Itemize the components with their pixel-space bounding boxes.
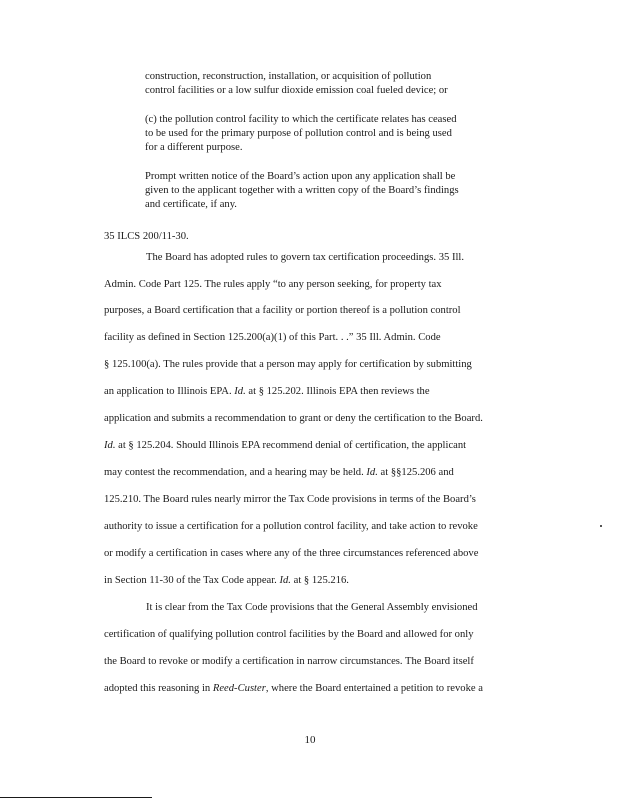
body-line: 125.210. The Board rules nearly mirror the Tax Code provisions in terms of the Board’s	[104, 494, 476, 505]
quote-line: to be used for the primary purpose of pollution control and is being used	[145, 128, 452, 140]
body-line	[104, 575, 349, 586]
text: at § 125.216.	[290, 575, 349, 586]
quote-line: construction, reconstruction, installation, or acquisition of pollution	[145, 71, 432, 82]
body-line: It is clear from the Tax Code provisions that the General Assembly envisioned	[146, 602, 478, 613]
quote-line: (c) the pollution control facility to which the certificate relates has ceased	[145, 114, 457, 125]
body-line	[104, 683, 483, 694]
body-line: authority to issue a certification for a pollution control facility, and take action to revoke	[104, 521, 478, 532]
quote-line: control facilities or a low sulfur dioxide emission coal fueled device; or	[145, 85, 448, 97]
id-citation: Id.	[234, 386, 246, 397]
text: , where the Board entertained a petition to revoke a	[265, 683, 483, 694]
body-line: or modify a certification in cases where any of the three circumstances referenced above	[104, 548, 479, 559]
body-line: facility as defined in Section 125.200(a)(1) of this Part. . .” 35 Ill. Admin. Code	[104, 332, 441, 343]
quote-line: Prompt written notice of the Board’s action upon any application shall be	[145, 171, 456, 182]
body-line	[104, 467, 454, 478]
body-line: application and submits a recommendation to grant or deny the certification to the Board.	[104, 413, 483, 424]
text: at §§125.206 and	[377, 467, 454, 478]
text: in Section 11-30 of the Tax Code appear.	[104, 575, 280, 586]
body-line: Admin. Code Part 125. The rules apply “to any person seeking, for property tax	[104, 279, 442, 290]
id-citation: Id.	[104, 440, 116, 451]
text: at § 125.202. Illinois EPA then reviews the	[245, 386, 430, 397]
case-name: Reed-Custer	[212, 683, 266, 694]
block-quote-paragraph-3	[145, 170, 500, 213]
block-quote-paragraph-1	[145, 70, 500, 98]
text: adopted this reasoning in	[104, 683, 213, 694]
id-citation: Id.	[279, 575, 291, 586]
body-line	[104, 440, 466, 451]
text: may contest the recommendation, and a hearing may be held.	[104, 467, 367, 478]
quote-line: and certificate, if any.	[145, 199, 237, 211]
statute-citation: 35 ILCS 200/11-30.	[104, 231, 189, 242]
quote-line: given to the applicant together with a written copy of the Board’s findings	[145, 185, 459, 197]
body-line: certification of qualifying pollution control facilities by the Board and allowed for only	[104, 629, 474, 640]
footnote-divider	[0, 797, 152, 798]
block-quote-paragraph-2	[145, 113, 500, 156]
body-line: § 125.100(a). The rules provide that a person may apply for certification by submitting	[104, 359, 472, 370]
text: an application to Illinois EPA.	[104, 386, 235, 397]
id-citation: Id.	[366, 467, 378, 478]
body-line	[104, 386, 430, 397]
body-line: the Board to revoke or modify a certification in narrow circumstances. The Board itself	[104, 656, 474, 667]
body-line: The Board has adopted rules to govern tax certification proceedings. 35 Ill.	[146, 252, 465, 263]
page-number: 10	[304, 734, 316, 746]
text: at § 125.204. Should Illinois EPA recommend denial of certification, the applicant	[115, 440, 467, 451]
quote-line: for a different purpose.	[145, 142, 243, 154]
body-line: purposes, a Board certification that a facility or portion thereof is a pollution control	[104, 305, 461, 316]
scan-mark	[600, 525, 602, 527]
